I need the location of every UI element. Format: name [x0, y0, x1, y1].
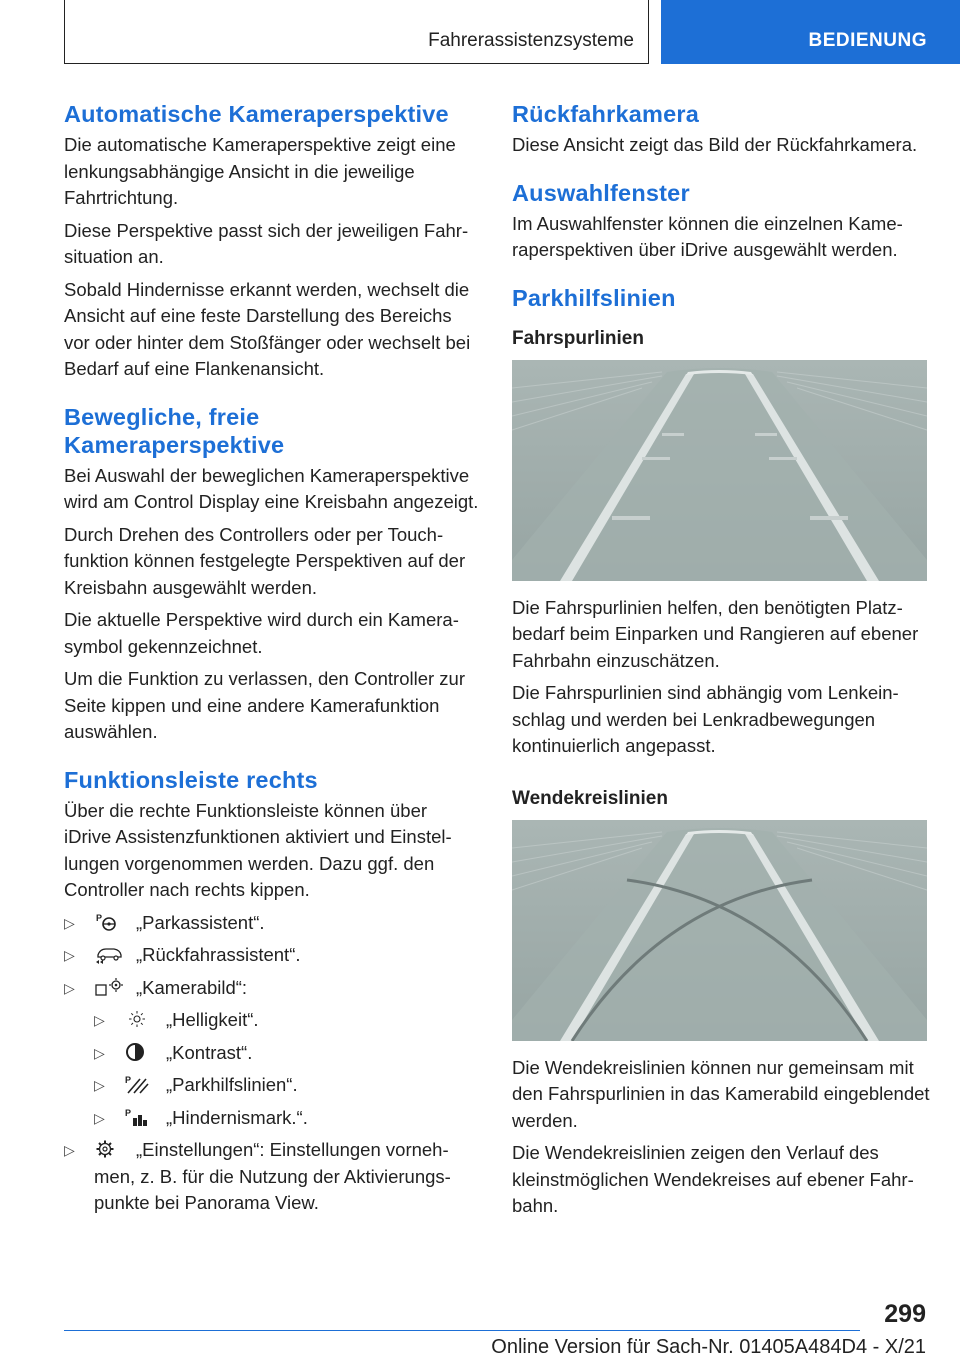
heading-lane-lines: Fahrspurlinien — [512, 327, 644, 349]
list-item — [94, 1040, 479, 1067]
section-rear-camera — [512, 100, 932, 159]
reverse-assistant-icon — [94, 944, 124, 964]
section-auto-perspective — [64, 100, 479, 383]
paragraph: Die Fahrspurlinien sind abhängig vom Lenkeinschlag und werden bei Lenkradbewegungen kontinuierlich angepasst. — [512, 682, 899, 756]
list-item — [94, 1105, 479, 1132]
list-item — [94, 1007, 479, 1034]
function-bar-list — [64, 910, 479, 1217]
heading-rear-camera: Rückfahrkamera — [512, 101, 699, 127]
paragraph: Um die Funktion zu verlassen, den Controller zur Seite kippen und eine andere Kamerafunktion auswählen. — [64, 668, 466, 742]
header-section-box — [661, 0, 960, 64]
list-item — [64, 975, 479, 1132]
obstacle-marking-icon — [124, 1107, 154, 1127]
paragraph: Die Wendekreislinien zeigen den Verlauf des kleinstmöglichen Wendekreises auf ebener Fahrbahn. — [512, 1142, 914, 1216]
heading-selection-window: Auswahlfenster — [512, 179, 690, 206]
heading-parking-lines: Parkhilfslinien — [512, 284, 676, 311]
footer-text: Online Version für Sach-Nr. 01405A484D4 - X/21 — [491, 1336, 926, 1358]
page-number: 299 — [884, 1300, 926, 1328]
svg-text:P: P — [125, 1107, 132, 1118]
section-free-perspective — [64, 403, 479, 746]
triangle-bullet-icon: ▷ — [64, 979, 75, 996]
triangle-bullet-icon: ▷ — [64, 1142, 75, 1158]
svg-text:P: P — [96, 912, 103, 923]
section-title: BEDIENUNG — [808, 30, 927, 51]
triangle-bullet-icon: ▷ — [94, 1012, 105, 1028]
footer-divider — [64, 1330, 860, 1331]
list-item-text: „Parkhilfslinien“. — [166, 1074, 298, 1095]
lane-lines-figure — [512, 360, 927, 581]
paragraph: Die Fahrspurlinien helfen, den benötigten Platzbedarf beim Einparken und Rangieren auf ebener Fahrbahn einzuschätzen. — [512, 596, 919, 671]
list-item-text: „Helligkeit“. — [166, 1009, 259, 1030]
settings-gear-icon — [94, 1139, 124, 1159]
triangle-bullet-icon: ▷ — [94, 1109, 105, 1126]
contrast-icon — [124, 1042, 154, 1062]
heading-turning-lines: Wendekreislinien — [512, 787, 668, 809]
heading-auto-perspective: Automatische Kameraperspektive — [64, 101, 449, 127]
turning-lines-figure — [512, 820, 927, 1041]
paragraph: Im Auswahlfenster können die einzelnen Kameraperspektiven über iDrive ausgewählt werden. — [512, 212, 903, 260]
header-chapter-box — [64, 0, 649, 64]
triangle-bullet-icon: ▷ — [64, 914, 75, 931]
paragraph: Diese Perspektive passt sich der jeweiligen Fahrsituation an. — [64, 219, 469, 267]
parking-assistant-icon — [94, 912, 124, 932]
list-item-text: „Rückfahrassistent“. — [136, 944, 301, 965]
list-item-text: „Kontrast“. — [166, 1041, 253, 1063]
left-column — [64, 100, 479, 1237]
right-column — [512, 100, 932, 1226]
triangle-bullet-icon: ▷ — [64, 947, 75, 963]
paragraph: Die aktuelle Perspektive wird durch ein Kamerasymbol gekennzeichnet. — [64, 609, 459, 657]
paragraph: Über die rechte Funktionsleiste können über iDrive Assistenzfunktionen aktiviert und Einstellungen vorgenommen werden. Dazu ggf. den Controller nach rechts kippen. — [64, 799, 452, 900]
triangle-bullet-icon: ▷ — [94, 1044, 105, 1061]
paragraph: Die Wendekreislinien können nur gemeinsam mit den Fahrspurlinien in das Kamerabild eingeblendet werden. — [512, 1056, 930, 1131]
list-item-text: „Hindernismark.“. — [166, 1106, 308, 1128]
heading-function-bar: Funktionsleiste rechts — [64, 766, 318, 793]
chapter-title: Fahrerassistenzsysteme — [428, 30, 634, 51]
section-function-bar — [64, 766, 479, 1217]
brightness-icon — [124, 1009, 154, 1029]
list-item — [64, 1137, 479, 1217]
paragraph: Bei Auswahl der beweglichen Kameraperspektive wird am Control Display eine Kreisbahn angezeigt. — [64, 464, 479, 512]
paragraph: Diese Ansicht zeigt das Bild der Rückfahrkamera. — [512, 134, 918, 155]
section-parking-lines — [512, 284, 932, 1220]
list-item-text: „Einstellungen“: Einstellungen vornehmen, z. B. für die Nutzung der Aktivierungspunkte bei Panorama View. — [94, 1139, 451, 1213]
paragraph: Die automatische Kameraperspektive zeigt eine lenkungsabhängige Ansicht in die jeweilige Fahrtrichtung. — [64, 134, 456, 208]
list-item — [94, 1072, 479, 1099]
heading-free-perspective: Bewegliche, freie Kameraperspektive — [64, 403, 285, 458]
svg-text:P: P — [125, 1075, 132, 1085]
list-item-text: „Kamerabild“: — [136, 976, 248, 998]
list-item — [64, 910, 479, 937]
paragraph: Durch Drehen des Controllers oder per Touchfunktion können festgelegte Perspektiven auf der Kreisbahn ausgewählt werden. — [64, 523, 466, 598]
list-item — [64, 942, 479, 969]
paragraph: Sobald Hindernisse erkannt werden, wechselt die Ansicht auf eine feste Darstellung des Bereichs vor oder hinter dem Stoßfänger oder wechselt bei Bedarf auf eine Flankenansicht. — [64, 278, 471, 379]
camera-image-icon — [94, 977, 124, 997]
parking-lines-icon — [124, 1074, 154, 1094]
list-item-text: „Parkassistent“. — [136, 911, 265, 933]
section-selection-window — [512, 179, 932, 264]
triangle-bullet-icon: ▷ — [94, 1077, 105, 1093]
camera-image-sublist — [94, 1007, 479, 1131]
